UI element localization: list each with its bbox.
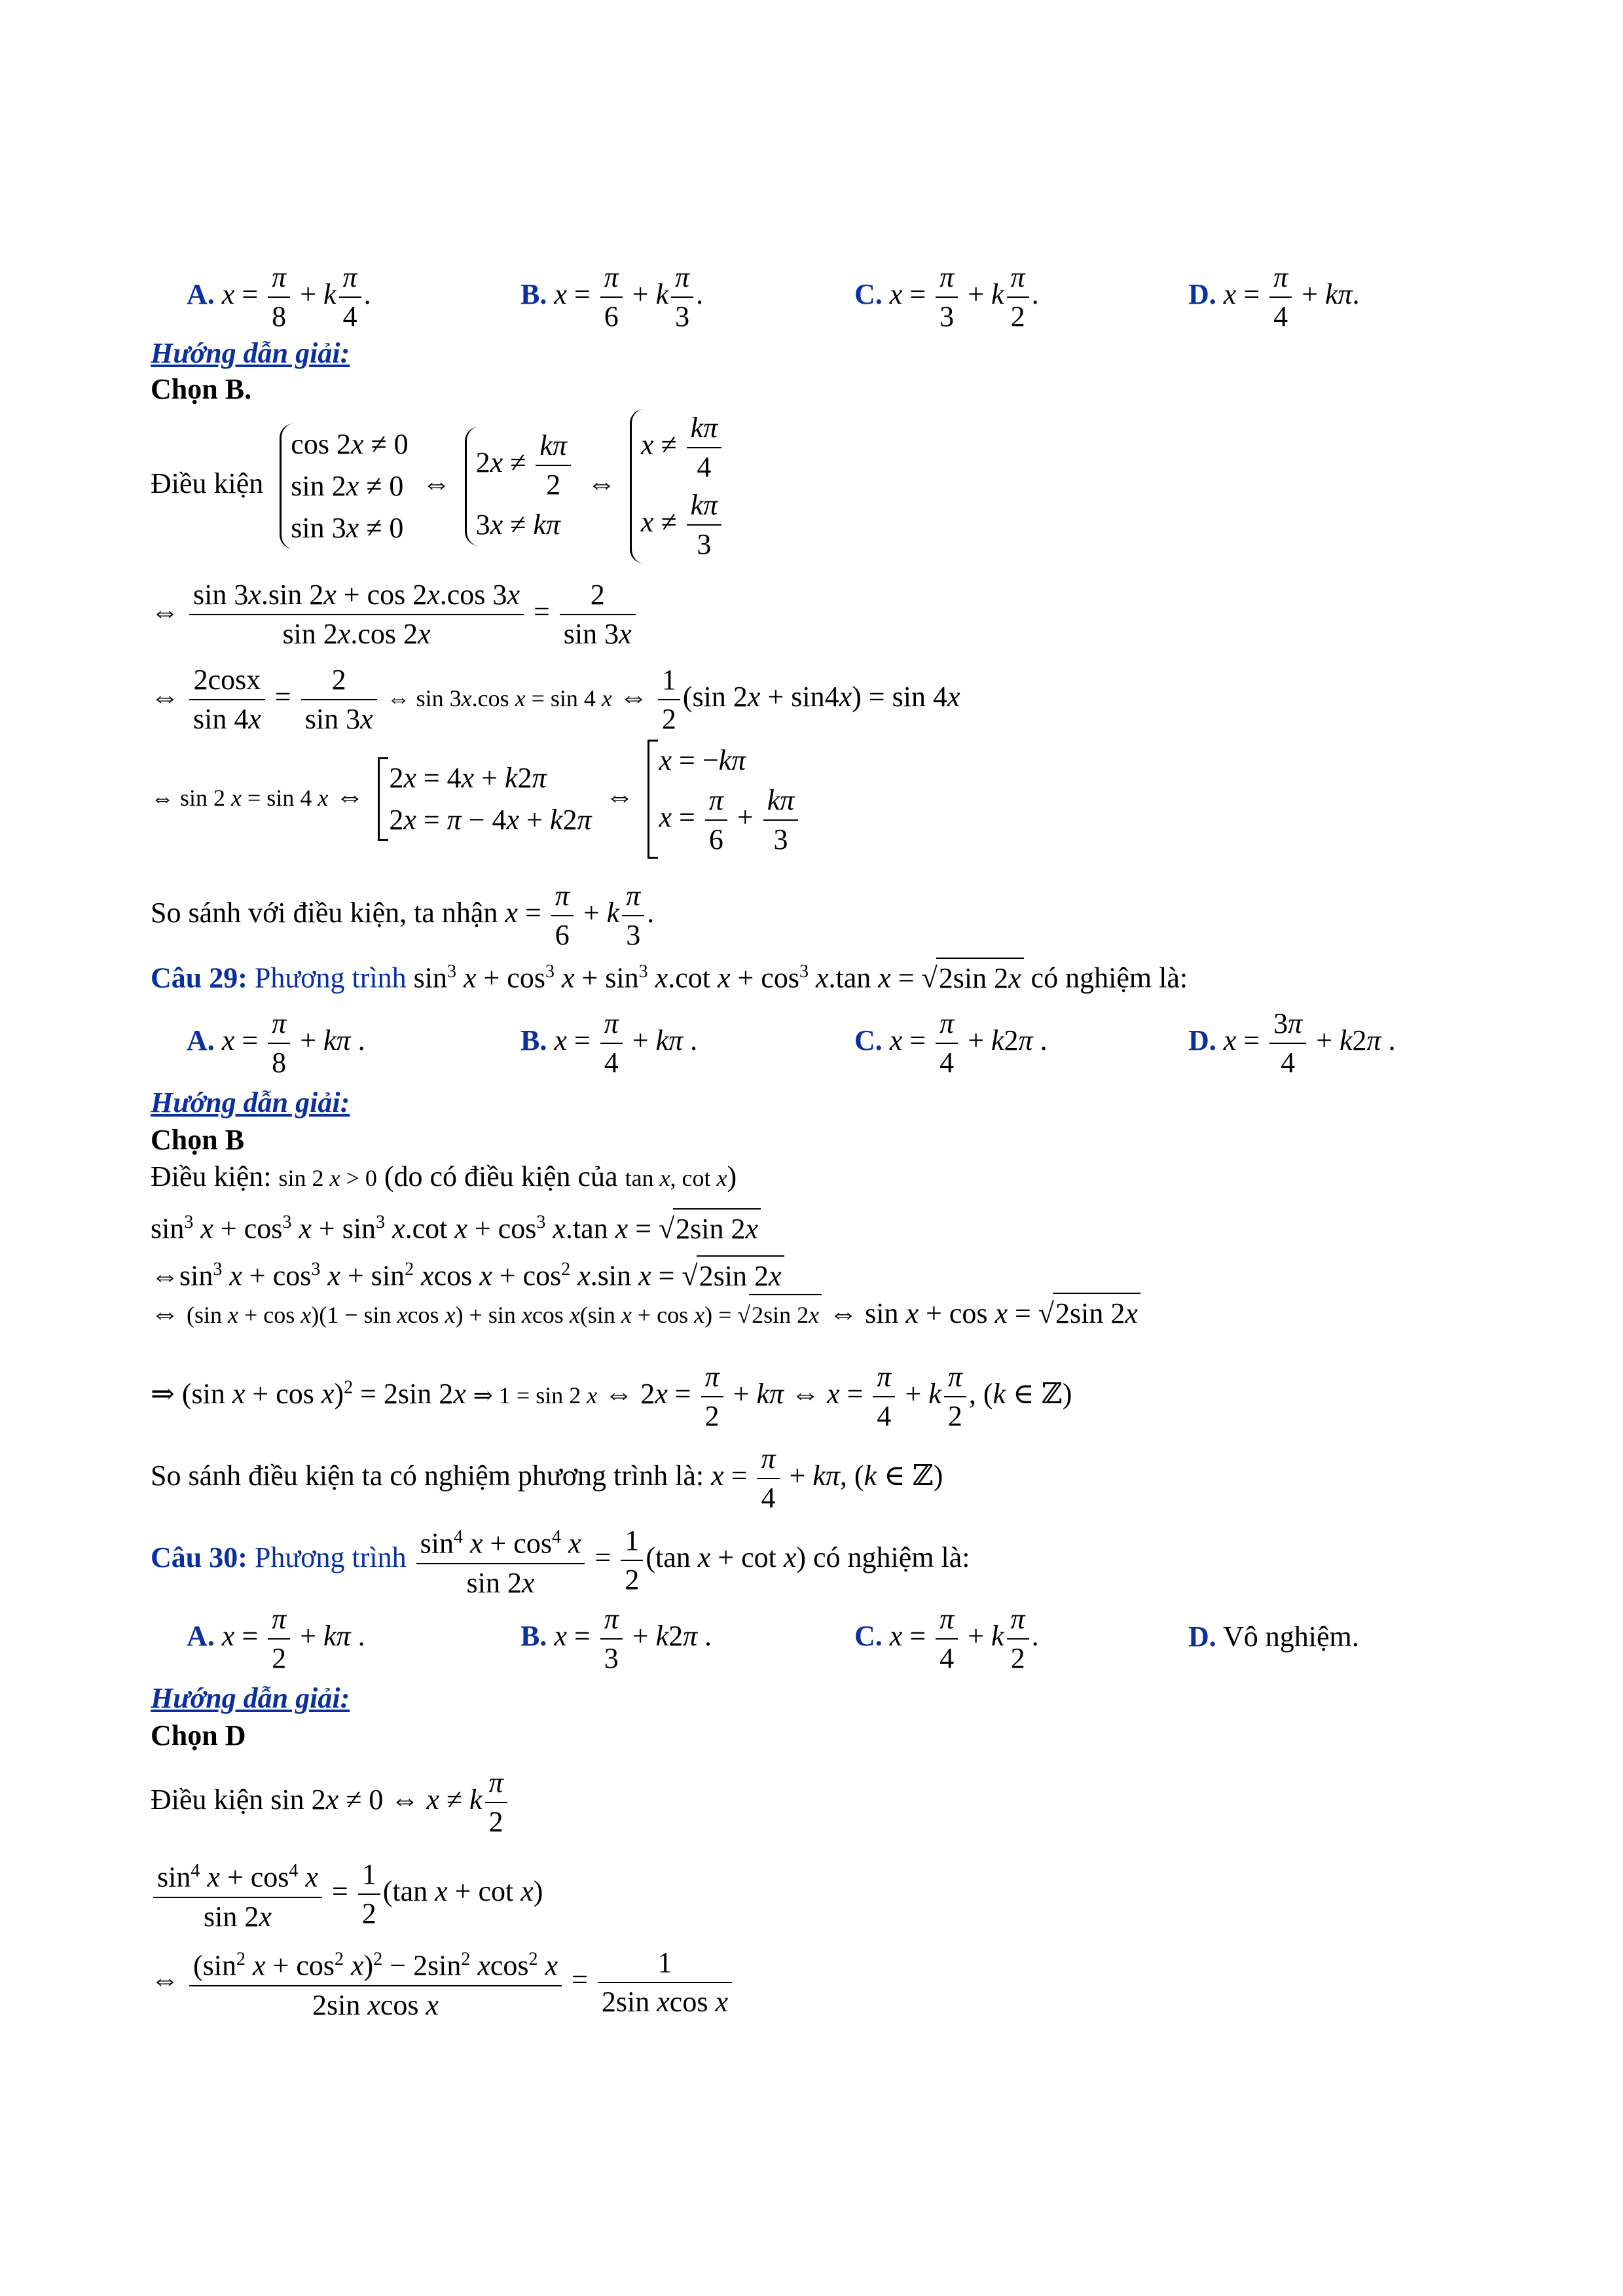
- q28-option-d[interactable]: D. x = $\frac{\pi}{4}$ + kπ.: [1188, 259, 1360, 336]
- q30-question: Câu 30: Phương trình $\frac{\sin^4 x + \cos^4 x}{\sin 2x}$ = $\frac{1}{2}$ (tan x + cot x) có nghiệm là:: [151, 1518, 1492, 1602]
- q28-step1: ⇔ $\frac{\sin 3x.\sin 2x + \cos 2x.\cos 3x}{\sin 2x.\cos 2x}$ = $\frac{2}{\sin 3x}$: [151, 576, 1492, 653]
- q29-conclusion: So sánh điều kiện ta có nghiệm phương trình là: x = $\frac{\pi}{4}$ + kπ, (k ∈ ℤ): [151, 1440, 1492, 1517]
- q29-step3: ⇔ (sin x + cos x)(1 − sin xcos x) + sin xcos x(sin x + cos x) = √2sin 2x ⇔ sin x + cos x = √2sin 2x: [151, 1293, 1492, 1335]
- q28-guide: Hướng dẫn giải:: [151, 337, 350, 369]
- q29-choice: Chọn B: [151, 1124, 245, 1156]
- q29-step2: $\Leftrightarrow\sin^3$ $x + \cos^3 x + \sin^2 xcos$ $x + \cos^2 x.\sin$ x = √2sin 2x: [151, 1250, 1492, 1296]
- q28-step2: ⇔ $\frac{2\cos x}{\sin 4x}$ = $\frac{2}{\sin 3x}$ ⇔ sin 3x.cos x = sin 4 x ⇔ $\frac{1}{2}$ (sin 2x + sin4x) = sin 4x: [151, 661, 1492, 738]
- q30-step1: $\frac{\sin^4 x + \cos^4 x}{\sin 2x}$ = $\frac{1}{2}$ (tan x + cot x): [151, 1852, 1492, 1936]
- q28-choice: Chọn B.: [151, 373, 252, 405]
- q29-option-c[interactable]: C. x = $\frac{\pi}{4}$ + k2π .: [854, 1005, 1048, 1082]
- q30-guide: Hướng dẫn giải:: [151, 1682, 350, 1714]
- q28-conclusion: So sánh với điều kiện, ta nhận x = $\frac{\pi}{6}$ + k $\frac{\pi}{3}$ .: [151, 877, 1492, 954]
- q29-question: Câu 29: Phương trình $\sin^3 x + \cos^3 x + \sin^3 x.\cot$ $x + \cos^3 x.\tan$ x = √2sin 2x có nghiệm là:: [151, 952, 1492, 998]
- q28-option-b[interactable]: B. x = $\frac{\pi}{6}$ + k $\frac{\pi}{3}$ .: [520, 259, 703, 336]
- q29-step1: $\sin^3 x + \cos^3 x + \sin^3 x.\cot$ $x + \cos^3 x.\tan$ x = √2sin 2x: [151, 1203, 1492, 1249]
- q29-option-b[interactable]: B. x = $\frac{\pi}{4}$ + kπ .: [520, 1005, 697, 1082]
- q30-choice: Chọn D: [151, 1719, 246, 1751]
- q28-option-a[interactable]: A. x = $\frac{\pi}{8}$ + k $\frac{\pi}{4}$ .: [187, 259, 371, 336]
- q28-step3: ⇔ sin 2 x = sin 4 x ⇔ 2x = 4x + k2π 2x = π − 4x + k2π ⇔ x = −kπ x = $\frac{\pi}{6}$ + $\frac{k\pi}{3}$: [151, 740, 1492, 859]
- q30-option-c[interactable]: C. x = $\frac{\pi}{4}$ + k $\frac{\pi}{2}$ .: [854, 1600, 1039, 1677]
- q28-option-c[interactable]: C. x = $\frac{\pi}{3}$ + k $\frac{\pi}{2}$ .: [854, 259, 1039, 336]
- q30-step2: ⇔ $\frac{(\sin^2 x + \cos^2 x)^2 - 2\sin^2 xcos^2 x}{\text{2sin xcos x}}$ = $\frac{1}{\text{2sin xcos x}}$: [151, 1941, 1492, 2024]
- q30-condition: Điều kiện sin 2x ≠ 0 ⇔ x ≠ k $\frac{\pi}{2}$: [151, 1764, 1492, 1841]
- q30-option-d[interactable]: D. Vô nghiệm.: [1188, 1621, 1359, 1653]
- q30-option-a[interactable]: A. x = $\frac{\pi}{2}$ + kπ .: [187, 1600, 365, 1677]
- q29-condition: Điều kiện: sin 2 x > 0 (do có điều kiện của tan x, cot x): [151, 1160, 737, 1193]
- q29-guide: Hướng dẫn giải:: [151, 1086, 350, 1119]
- q29-step4: ⇒ (sin x + cos x)$^2$ = 2sin 2x ⇒ 1 = sin 2 x ⇔ 2x = $\frac{\pi}{2}$ + kπ ⇔ x = $\frac{\pi}{4}$ + k $\frac{\pi}{2}$ , (k ∈ ℤ): [151, 1358, 1492, 1435]
- q30-option-b[interactable]: B. x = $\frac{\pi}{3}$ + k2π .: [520, 1600, 712, 1677]
- q28-condition: Điều kiện cos 2x ≠ 0 sin 2x ≠ 0 sin 3x ≠ 0 ⇔ 2x ≠ $\frac{k\pi}{2}$ 3x ≠ kπ ⇔ x ≠ $\frac{k\pi}{4}$ x ≠ $\frac{k\pi}{3}$: [151, 409, 1492, 564]
- q29-option-a[interactable]: A. x = $\frac{\pi}{8}$ + kπ .: [187, 1005, 365, 1082]
- q29-option-d[interactable]: D. x = $\frac{3\pi}{4}$ + k2π .: [1188, 1005, 1396, 1082]
